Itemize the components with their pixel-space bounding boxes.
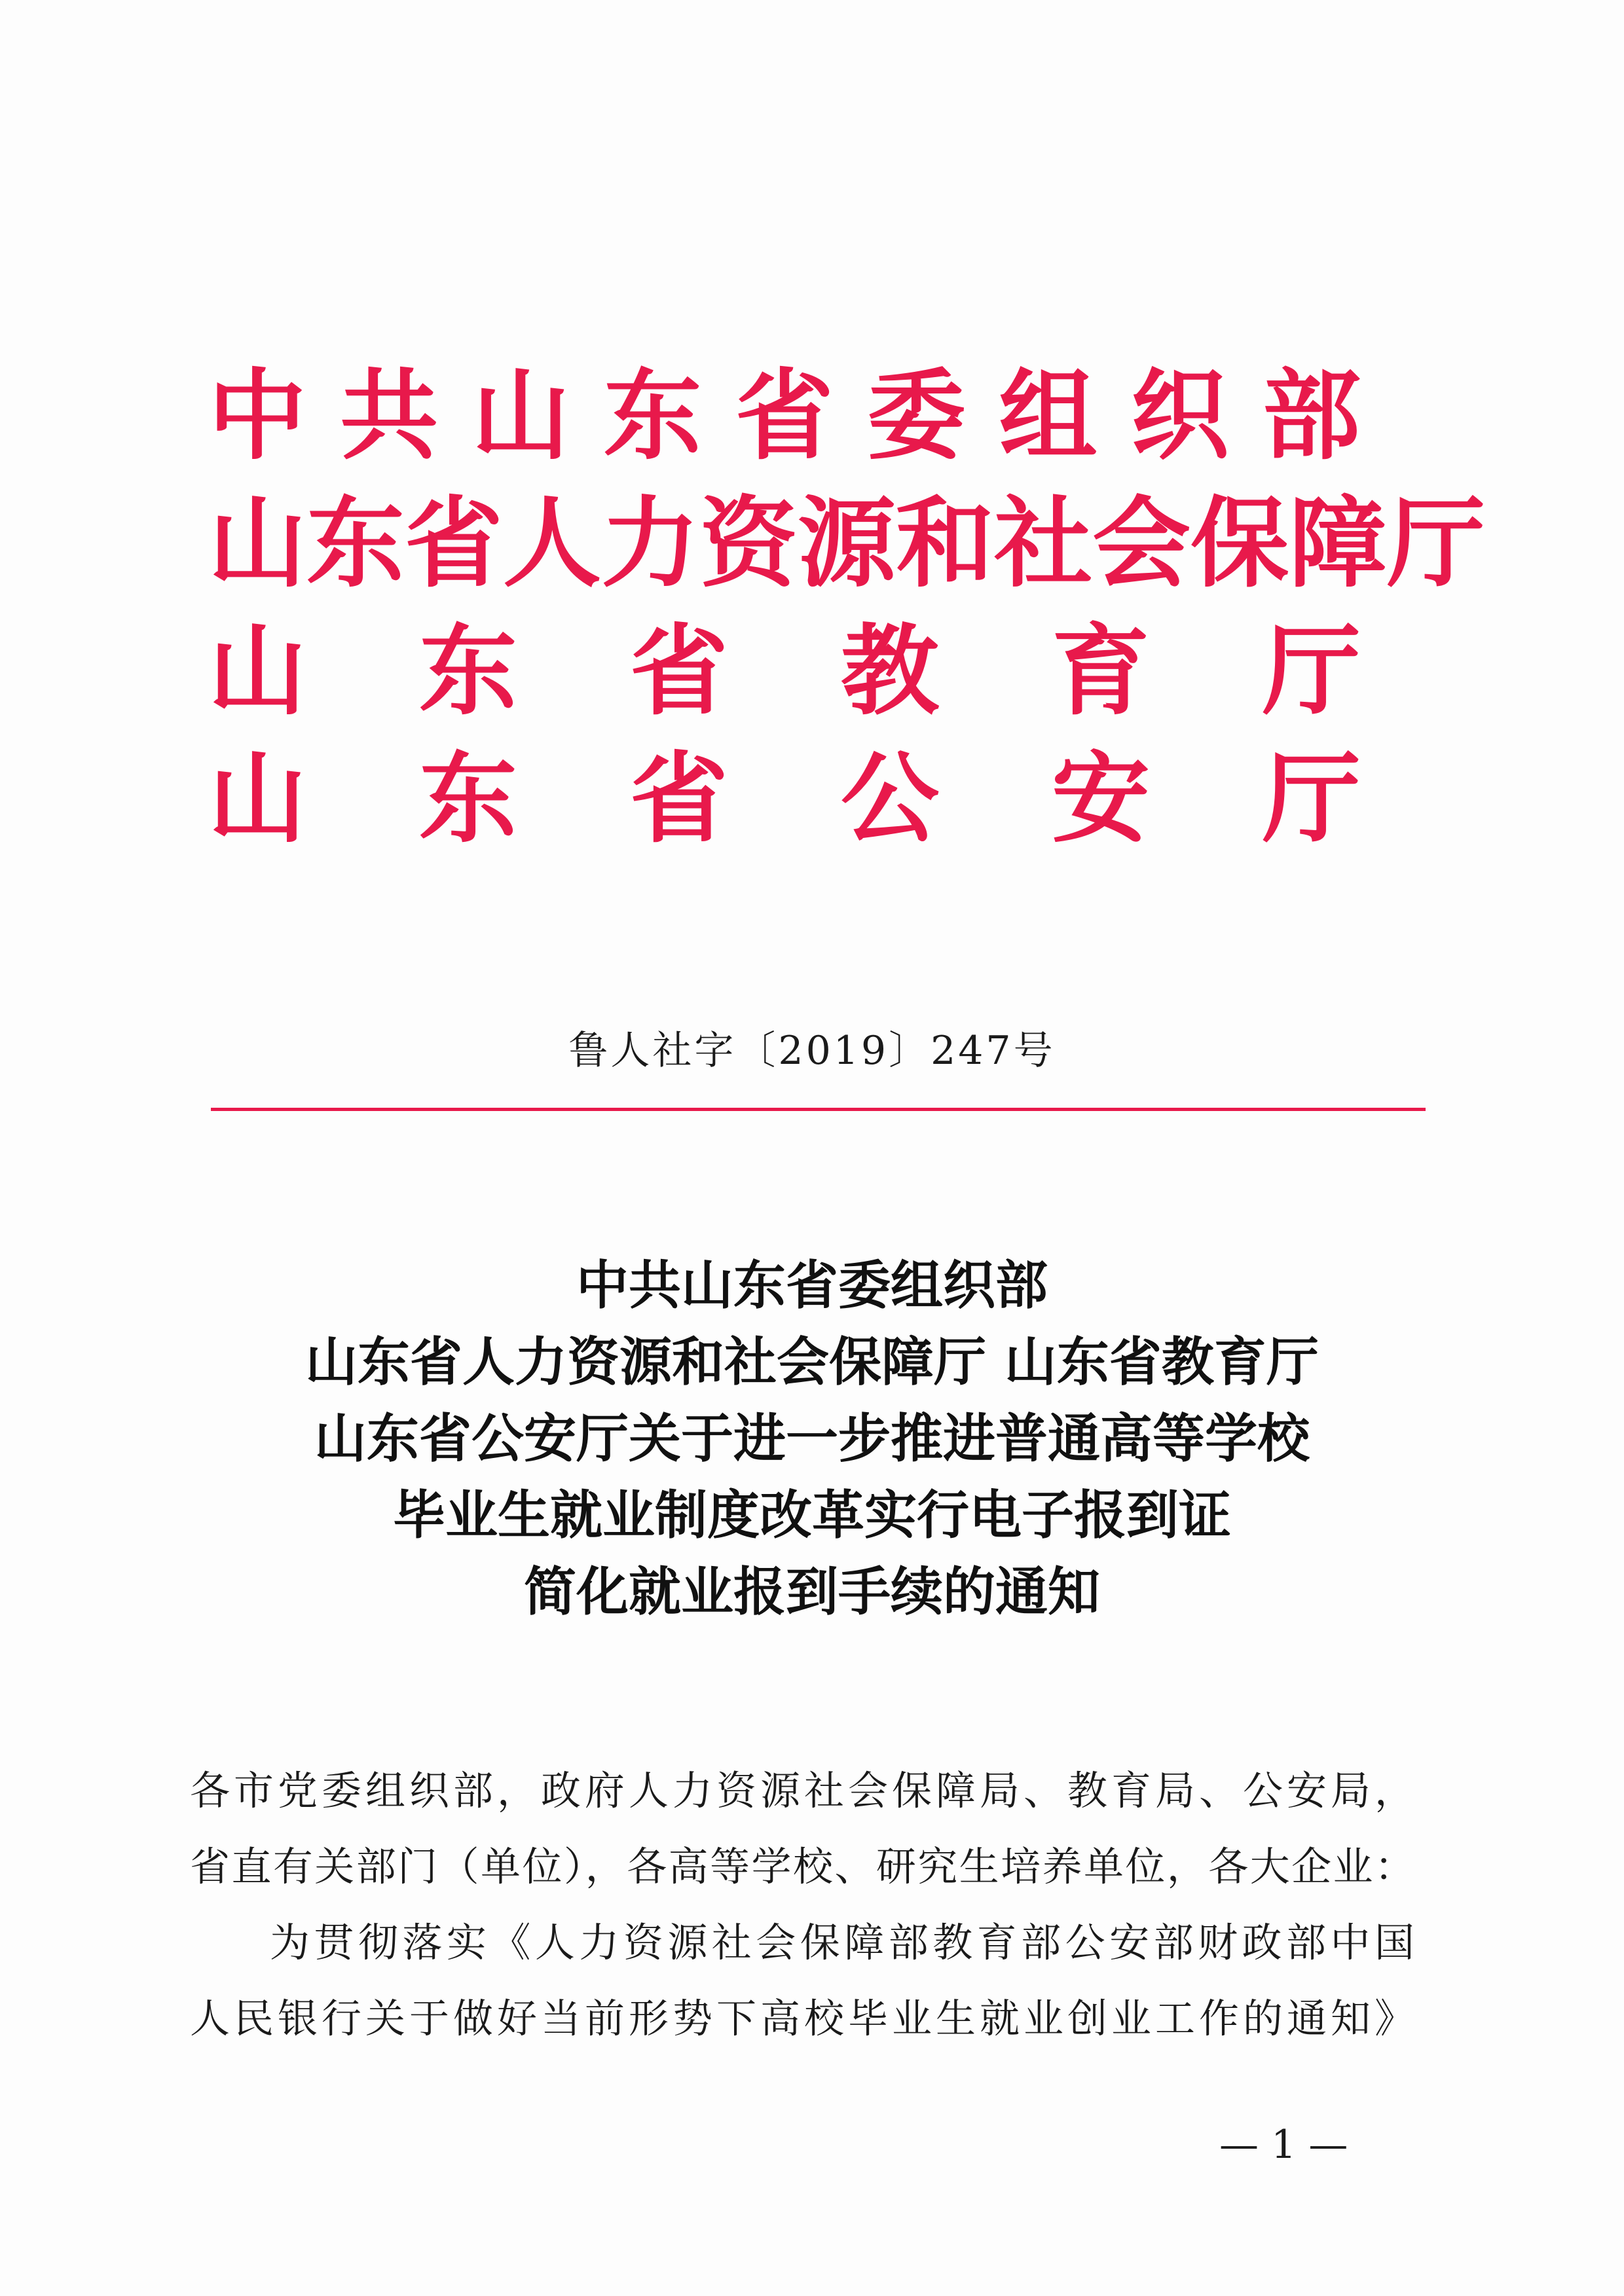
issuer-char: 安 — [1051, 741, 1150, 856]
issuer-char: 人 — [503, 486, 602, 601]
issuer-char: 东 — [603, 358, 702, 473]
issuer-char: 省 — [629, 613, 728, 729]
issuer-char: 公 — [840, 741, 939, 856]
issuer-char: 山 — [208, 741, 307, 856]
document-number: 鲁人社字〔2019〕247号 — [568, 1028, 1056, 1074]
issuer-line-2 — [208, 486, 1486, 601]
red-divider-line — [211, 1108, 1426, 1111]
issuer-char: 力 — [601, 486, 700, 601]
title-line: 毕业生就业制度改革实行电子报到证 — [393, 1484, 1231, 1546]
issuer-char: 织 — [1130, 358, 1229, 473]
page-number: — 1 — — [1219, 2122, 1348, 2168]
issuer-char: 共 — [340, 358, 439, 473]
issuer-char: 厅 — [1262, 741, 1361, 856]
title-line: 中共山东省委组织部 — [576, 1254, 1048, 1316]
issuer-char: 源 — [798, 486, 896, 601]
issuer-char: 东 — [306, 486, 405, 601]
issuer-char: 厅 — [1262, 613, 1361, 729]
issuer-line-1 — [208, 358, 1361, 473]
addressee-line: 各市党委组织部，政府人力资源社会保障局、教育局、公安局， — [190, 1768, 1414, 1814]
issuer-char: 厅 — [1387, 486, 1486, 601]
document-title — [0, 1247, 1624, 1630]
issuer-char: 山 — [208, 486, 307, 601]
issuer-char: 东 — [418, 741, 517, 856]
addressee-line: 省直有关部门（单位），各高等学校、研究生培养单位，各大企业： — [190, 1844, 1414, 1890]
issuer-char: 教 — [840, 613, 939, 729]
issuer-char: 省 — [629, 741, 728, 856]
issuer-line-3 — [208, 613, 1361, 729]
paragraph-line: 人民银行关于做好当前形势下高校毕业生就业创业工作的通知》 — [190, 1995, 1414, 2042]
issuer-char: 保 — [1190, 486, 1289, 601]
issuer-char: 组 — [999, 358, 1098, 473]
title-line: 山东省公安厅关于进一步推进普通高等学校 — [314, 1408, 1310, 1469]
issuer-char: 和 — [896, 486, 995, 601]
issuer-char: 社 — [994, 486, 1093, 601]
issuer-char: 部 — [1262, 358, 1361, 473]
issuer-char: 委 — [867, 358, 966, 473]
paragraph-line: 为贯彻落实《人力资源社会保障部教育部公安部财政部中国 — [270, 1920, 1414, 1966]
issuer-char: 东 — [418, 613, 517, 729]
issuer-char: 省 — [735, 358, 834, 473]
title-line: 简化就业报到手续的通知 — [524, 1561, 1100, 1622]
issuer-char: 省 — [405, 486, 504, 601]
issuer-char: 会 — [1092, 486, 1191, 601]
issuer-char: 山 — [208, 613, 307, 729]
issuer-char: 育 — [1051, 613, 1150, 729]
issuer-char: 障 — [1289, 486, 1388, 601]
title-line: 山东省人力资源和社会保障厅 山东省教育厅 — [305, 1331, 1319, 1393]
issuer-char: 中 — [208, 358, 307, 473]
issuer-char: 山 — [471, 358, 570, 473]
issuer-line-4 — [208, 741, 1361, 856]
document-body — [190, 1753, 1414, 2057]
issuing-agencies-header — [208, 358, 1486, 877]
issuer-char: 资 — [699, 486, 798, 601]
